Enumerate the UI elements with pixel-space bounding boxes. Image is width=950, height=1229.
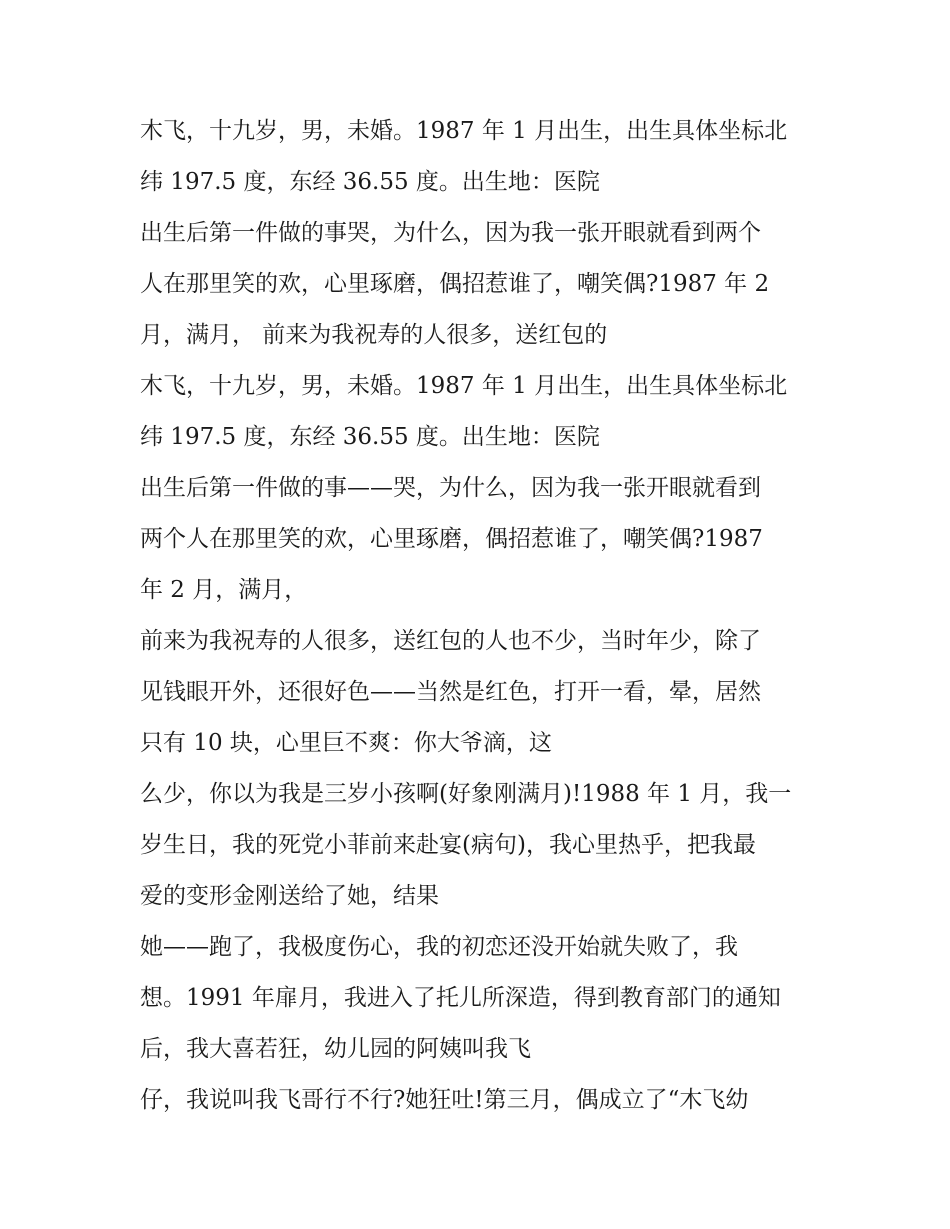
text-line: 纬 197.5 度，东经 36.55 度。出生地：医院 — [140, 424, 600, 450]
text-line: 么少，你以为我是三岁小孩啊(好象刚满月)!1988 年 1 月，我一 — [140, 781, 792, 807]
text-line: 她——跑了，我极度伤心，我的初恋还没开始就失败了，我 — [140, 934, 738, 960]
text-line: 岁生日，我的死党小菲前来赴宴(病句)，我心里热乎，把我最 — [140, 832, 756, 858]
text-line: 出生后第一件做的事——哭，为什么，因为我一张开眼就看到 — [140, 475, 761, 501]
text-line: 木飞，十九岁，男，未婚。1987 年 1 月出生，出生具体坐标北 — [140, 118, 788, 144]
text-line: 木飞，十九岁，男，未婚。1987 年 1 月出生，出生具体坐标北 — [140, 373, 788, 399]
document-body — [140, 106, 840, 1126]
text-line: 见钱眼开外，还很好色——当然是红色，打开一看，晕，居然 — [140, 679, 761, 705]
text-line: 月，满月， 前来为我祝寿的人很多，送红包的 — [140, 322, 608, 348]
text-line: 爱的变形金刚送给了她，结果 — [140, 883, 439, 909]
text-line: 纬 197.5 度，东经 36.55 度。出生地：医院 — [140, 169, 600, 195]
text-line: 两个人在那里笑的欢，心里琢磨，偶招惹谁了，嘲笑偶?1987 — [140, 526, 763, 552]
text-line: 人在那里笑的欢，心里琢磨，偶招惹谁了，嘲笑偶?1987 年 2 — [140, 271, 770, 297]
text-line: 后，我大喜若狂，幼儿园的阿姨叫我飞 — [140, 1036, 531, 1062]
text-line: 只有 10 块，心里巨不爽：你大爷滴，这 — [140, 730, 552, 756]
text-line: 前来为我祝寿的人很多，送红包的人也不少，当时年少，除了 — [140, 628, 761, 654]
text-line: 想。1991 年扉月，我进入了托儿所深造，得到教育部门的通知 — [140, 985, 781, 1011]
text-line: 出生后第一件做的事哭，为什么，因为我一张开眼就看到两个 — [140, 220, 761, 246]
text-line: 年 2 月，满月， — [140, 577, 308, 603]
text-line: 仔，我说叫我飞哥行不行?她狂吐!第三月，偶成立了“木飞幼 — [140, 1087, 749, 1113]
